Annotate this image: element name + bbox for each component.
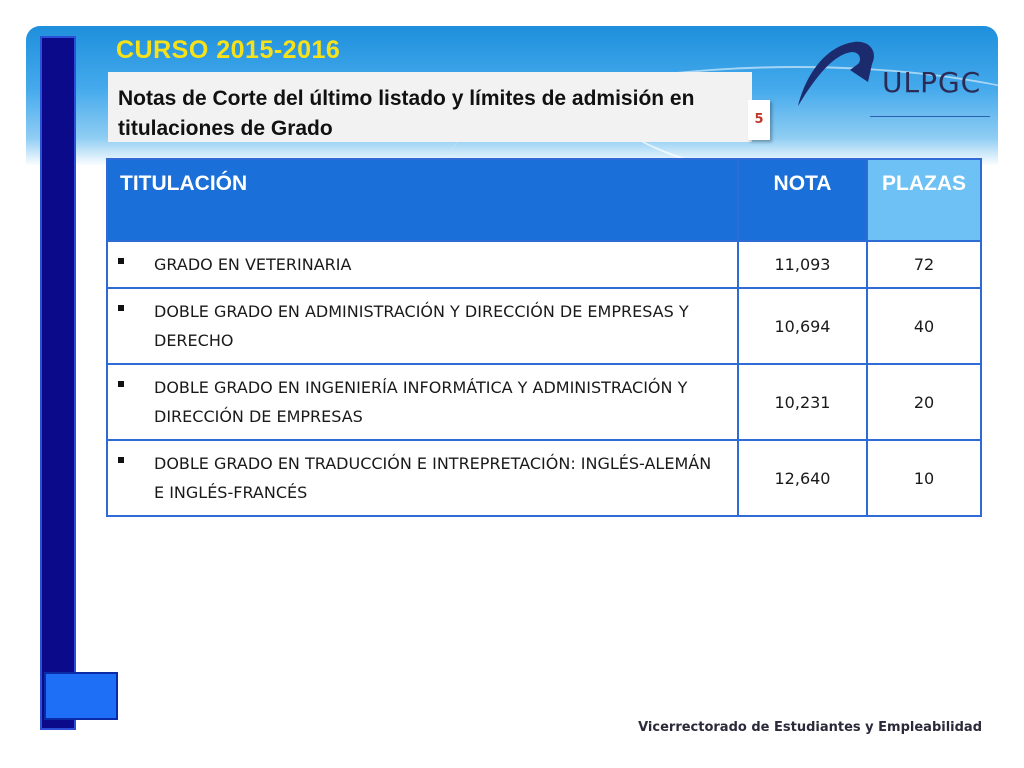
degree-name: DOBLE GRADO EN INGENIERÍA INFORMÁTICA Y ADMINISTRACIÓN Y DIRECCIÓN DE EMPRESAS bbox=[154, 378, 688, 426]
square-bullet-icon bbox=[118, 381, 124, 387]
column-header-titulacion: TITULACIÓN bbox=[107, 159, 738, 241]
logo-underline bbox=[870, 116, 990, 117]
table-row bbox=[107, 288, 981, 364]
table-row bbox=[107, 440, 981, 516]
page-number: 5 bbox=[748, 100, 770, 140]
cell-nota: 11,093 bbox=[738, 241, 867, 288]
admission-table bbox=[106, 158, 982, 517]
degree-name: DOBLE GRADO EN ADMINISTRACIÓN Y DIRECCIÓN DE EMPRESAS Y DERECHO bbox=[154, 302, 689, 350]
square-bullet-icon bbox=[118, 305, 124, 311]
column-header-plazas: PLAZAS bbox=[867, 159, 981, 241]
footer-text: Vicerrectorado de Estudiantes y Empleabilidad bbox=[638, 720, 982, 735]
cell-titulacion bbox=[107, 288, 738, 364]
table-row bbox=[107, 241, 981, 288]
square-bullet-icon bbox=[118, 258, 124, 264]
logo-text: ULPGC bbox=[882, 66, 982, 99]
left-accent-square bbox=[44, 672, 118, 720]
column-header-nota: NOTA bbox=[738, 159, 867, 241]
cell-plazas: 72 bbox=[867, 241, 981, 288]
cell-nota: 10,694 bbox=[738, 288, 867, 364]
degree-name: DOBLE GRADO EN TRADUCCIÓN E INTREPRETACIÓN: INGLÉS-ALEMÁN E INGLÉS-FRANCÉS bbox=[154, 454, 712, 502]
slide-subtitle: Notas de Corte del último listado y límites de admisión en titulaciones de Grado bbox=[118, 87, 695, 140]
cell-titulacion bbox=[107, 440, 738, 516]
cell-titulacion bbox=[107, 241, 738, 288]
cell-nota: 10,231 bbox=[738, 364, 867, 440]
square-bullet-icon bbox=[118, 457, 124, 463]
course-title: CURSO 2015-2016 bbox=[116, 36, 341, 64]
cell-plazas: 40 bbox=[867, 288, 981, 364]
cell-titulacion bbox=[107, 364, 738, 440]
degree-name: GRADO EN VETERINARIA bbox=[154, 255, 352, 274]
cell-plazas: 10 bbox=[867, 440, 981, 516]
cell-plazas: 20 bbox=[867, 364, 981, 440]
left-side-bar bbox=[40, 36, 76, 730]
table-header-row bbox=[107, 159, 981, 241]
table-row bbox=[107, 364, 981, 440]
cell-nota: 12,640 bbox=[738, 440, 867, 516]
